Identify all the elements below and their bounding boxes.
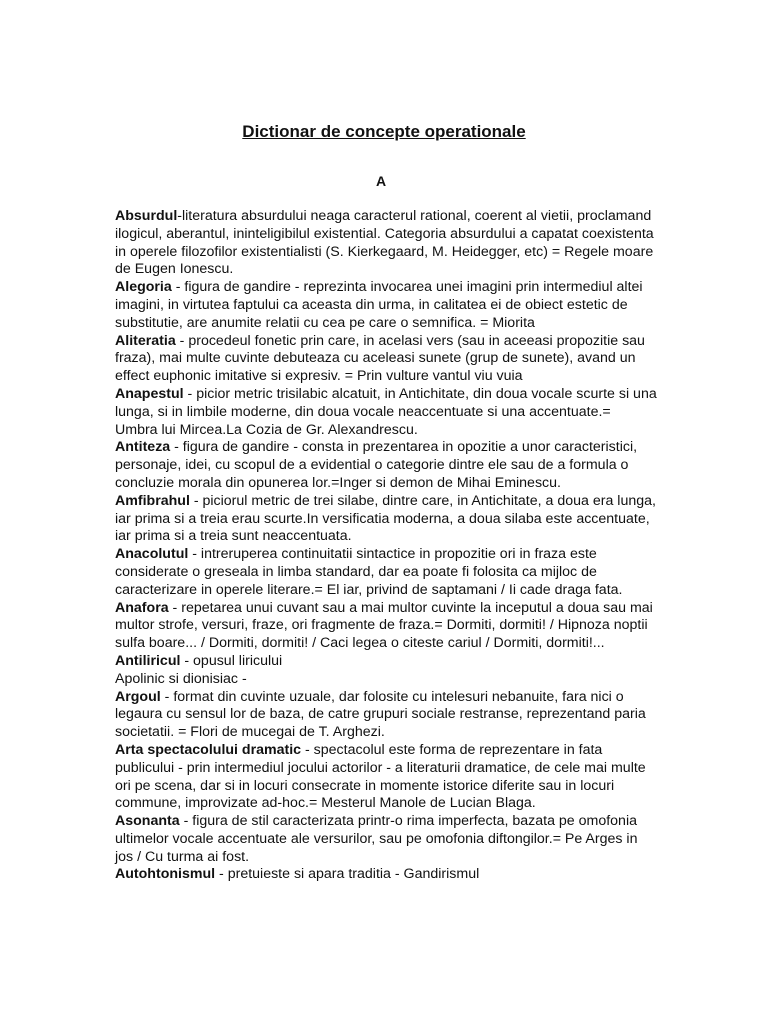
entry	[115, 208, 657, 279]
entry-definition: - repetarea unui cuvant sau a mai multor cuvinte la inceputul a doua sau mai multor strofe, versuri, fraze, ori fragmente de fraza.= Dormiti, dormiti! / Hipnoza noptii sulfa boare... / Dormiti, dormiti! / Caci legea o citeste cariul / Dormiti, dormiti!...	[115, 599, 653, 652]
entry-definition: - piciorul metric de trei silabe, dintre care, in Antichitate, a doua era lunga, iar prima si a treia erau scurte.In versificatia moderna, a doua silaba este accentuate, iar prima si a treia sunt neaccentuata.	[115, 492, 656, 545]
entry	[115, 813, 657, 866]
entry-term: Argoul	[115, 688, 161, 705]
entry-term: Arta spectacolului dramatic	[115, 741, 302, 758]
entry-definition: - figura de gandire - reprezinta invocarea unei imagini prin intermediul altei imagini, in virtutea faptului ca aceasta din urma, in calitatea ei de obiect estetic de substitutie, are anumite relatii cu cea pe care o semnifica. = Miorita	[115, 279, 643, 331]
entry-definition: - spectacolul este forma de reprezentare in fata publicului - prin intermediul jocului actorilor - a literaturii dramatice, de cele mai multe ori pe scena, dar si in locuri consecrate in momente istorice diferite sau in locuri commune, improvizate ad-hoc.= Mesterul Manole de Lucian Blaga.	[115, 741, 646, 812]
entry	[115, 742, 657, 813]
entry-definition: - pretuieste si apara traditia - Gandirismul	[215, 866, 480, 883]
entry-definition: - format din cuvinte uzuale, dar folosite cu intelesuri nebanuite, fara nici o legaura cu sensul lor de baza, de catre grupuri sociale restranse, reprezentand paria societatii. = Flori de mucegai de T. Arghezi.	[115, 688, 646, 741]
entry	[115, 493, 657, 546]
section-letter: A	[375, 173, 387, 189]
entry-term: Anafora	[115, 599, 169, 616]
entries-list	[115, 208, 657, 884]
entry-term: Antiteza	[115, 439, 171, 456]
entry-definition: - figura de gandire - consta in prezentarea in opozitie a unor caracteristici, personaje, idei, cu scopul de a evidential o categorie dintre ele sau de a formula o concluzie morala din opunerea lor.=Inger si demon de Mihai Eminescu.	[115, 439, 638, 491]
entry-term: Alegoria	[115, 279, 172, 296]
entry-term: Absurdul	[115, 208, 178, 224]
entry	[115, 439, 657, 492]
entry-term: Anapestul	[115, 385, 184, 402]
entry	[115, 689, 657, 742]
entry	[115, 866, 657, 884]
entry	[115, 600, 657, 653]
entry-term: Aliteratia	[115, 332, 176, 349]
entry-term: Antiliricul	[115, 652, 181, 669]
entry-term: Autohtonismul	[115, 866, 216, 883]
entry	[115, 546, 657, 599]
entry-definition: - figura de stil caracterizata printr-o rima imperfecta, bazata pe omofonia ultimelor vocale accentuate ale versurilor, sau pe omofonia diftongilor.= Pe Arges in jos / Cu turma ai fost.	[115, 813, 638, 865]
entry-definition: -literatura absurdului neaga caracterul rational, coerent al vietii, proclamand ilogicul, aberantul, ininteligibilul existential. Categoria absurdului a capatat coexistenta in operele filozofilor existentialisti (S. Kierkegaard, M. Heidegger, etc) = Regele moare de Eugen Ionescu.	[115, 208, 654, 278]
entry-term: Amfibrahul	[115, 492, 190, 509]
document-title: Dictionar de concepte operationale	[242, 122, 526, 141]
entry-definition: - procedeul fonetic prin care, in acelasi vers (sau in aceeasi propozitie sau fraza), mai multe cuvinte debuteaza cu aceleasi sunete (grup de sunete), avand un effect euphonic imitative si expresiv. = Prin vulturе vantul viu vuia	[115, 332, 645, 385]
entry	[115, 279, 657, 332]
entry	[115, 653, 657, 671]
entry-term: Anacolutul	[115, 546, 189, 563]
entry	[115, 671, 657, 689]
entry-definition: - picior metric trisilabic alcatuit, in Antichitate, din doua vocale scurte si una lunga, si in limbile moderne, din doua vocale neaccentuate si una accentuate.= Umbra lui Mircea.La Cozia de Gr. Alexandrescu.	[115, 385, 657, 438]
entry-definition: - intreruperea continuitatii sintactice in propozitie ori in fraza este considerate o greseala in limba standard, dar ea poate fi folosita ca mijloc de caracterizare in operele literare.= El iar, privind de saptamani / Ii cade draga fata.	[115, 546, 623, 598]
entry	[115, 333, 657, 386]
entry-definition: - opusul liricului	[180, 652, 283, 669]
entry-definition: Apolinic si dionisiac -	[115, 670, 247, 687]
entry	[115, 386, 657, 439]
entry-term: Asonanta	[115, 813, 180, 830]
